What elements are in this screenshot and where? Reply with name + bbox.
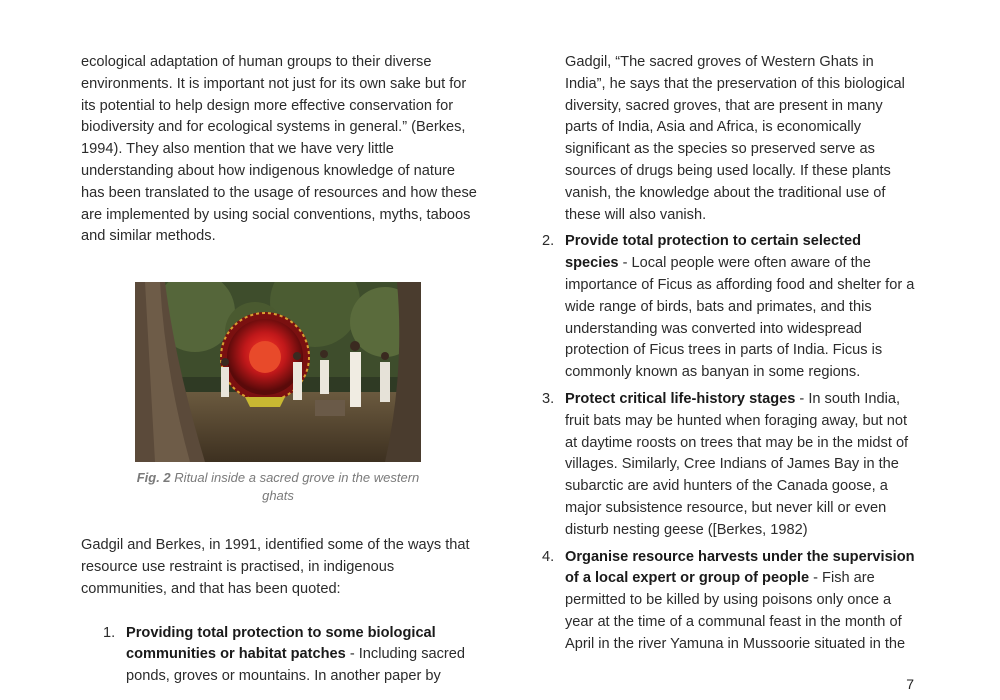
list-number: 2. [542, 233, 555, 250]
list-number: 1. [103, 624, 116, 641]
figure-label: Fig. 2 [136, 470, 171, 486]
list-item-text: - In south India, fruit bats may be hunted when foraging away, but not at daytime roosts on trees that may be in the midst of villages. Similarly, Cree Indians of James Bay in the subarctic are avid hunters of the Canada goose, a major subsistence resource, but never kill or even disturb nesting geese ([Berkes, 1982) [565, 390, 909, 538]
list-item-title: Providing total protection to some biological communities or habitat patches [126, 624, 436, 663]
body-paragraph: ecological adaptation of human groups to their diverse environments. It is important not just for its own sake but for its potential to help design more effective conservation for biodiversity and for ecological systems in general.” (Berkes, 1994). They also mention that we have very little understanding about how indigenous knowledge of nature has been translated to the usage of resources and how these are implemented by using social conventions, myths, taboos and similar methods. [81, 54, 477, 245]
figure-caption-text: Ritual inside a sacred grove in the western ghats [174, 470, 420, 504]
right-column [537, 52, 917, 656]
list-item-title: Provide total protection to certain selected species [565, 233, 861, 272]
list-item-title: Protect critical life-history stages [565, 390, 796, 407]
sacred-grove-ritual-photo [135, 282, 421, 462]
page-number: 7 [906, 676, 914, 692]
figure [135, 282, 421, 505]
left-column [81, 52, 481, 688]
list-item [537, 547, 917, 656]
list-item-text: - Fish are permitted to be killed by using poisons only once a year at the time of a communal feast in the month of April in the river Yamuna in Mussoorie situated in the [565, 570, 906, 652]
list-item-text: - Including sacred ponds, groves or mountains. In another paper by [126, 646, 466, 685]
list-number: 3. [542, 390, 555, 407]
figure-caption [130, 469, 426, 505]
list-item [81, 623, 481, 688]
list-continuation: Gadgil, “The sacred groves of Western Ghats in India”, he says that the preservation of this biological diversity, sacred groves, that are present in many parts of India, Asia and Africa, is economically significant as the species so preserved serve as sources of drugs being used locally. If these plants vanish, the knowledge about the traditional use of these will also vanish. [565, 54, 905, 223]
body-paragraph: Gadgil and Berkes, in 1991, identified some of the ways that resource use restraint is practised, in indigenous communities, and that has been quoted: [81, 537, 470, 597]
list-number: 4. [542, 548, 555, 565]
list-item-text: - Local people were often aware of the importance of Ficus as affording food and shelter for a wide range of birds, bats and primates, and this understanding was converted into widespread protection of Ficus trees in parts of India. Ficus is commonly known as banyan in some regions. [565, 255, 915, 381]
list-item [537, 389, 917, 542]
list-item [537, 231, 917, 384]
numbered-list [537, 231, 917, 655]
list-item-title: Organise resource harvests under the supervision of a local expert or group of people [565, 548, 915, 587]
numbered-list [81, 623, 481, 688]
